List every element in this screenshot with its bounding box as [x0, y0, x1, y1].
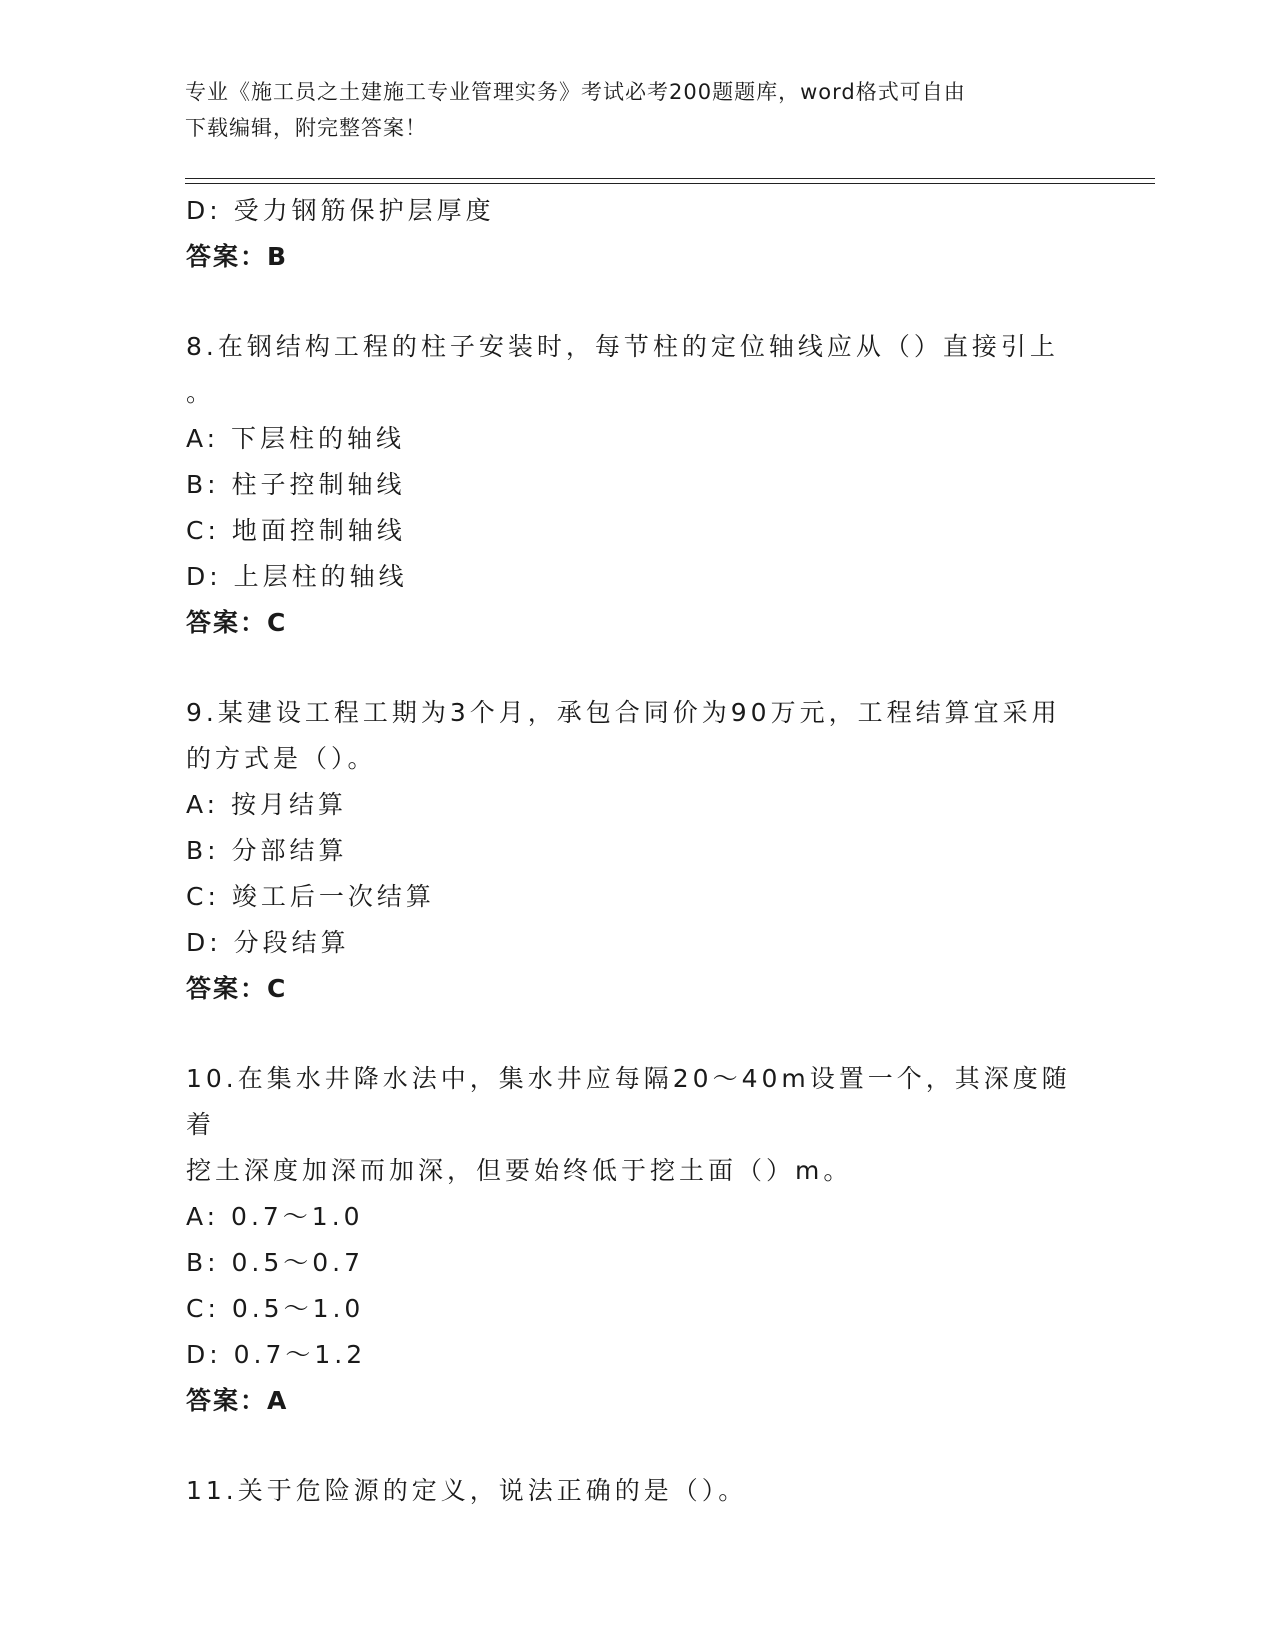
answer: 答案：C — [186, 974, 288, 1003]
option-c: C: 地面控制轴线 — [186, 516, 406, 545]
answer: 答案：B — [186, 242, 289, 271]
question-text-line-2: 的方式是（）。 — [186, 744, 377, 773]
question-text — [186, 690, 1086, 782]
header-divider-bottom — [185, 183, 1155, 184]
option-d: D: 分段结算 — [186, 928, 350, 957]
answer: 答案：A — [186, 1386, 289, 1415]
question-text-line-1: 11.关于危险源的定义，说法正确的是（）。 — [186, 1476, 748, 1505]
question-9 — [186, 690, 1086, 1012]
option-c: C: 0.5～1.0 — [186, 1294, 365, 1323]
option-a: A: 下层柱的轴线 — [186, 424, 406, 453]
question-text-line-1: 10.在集水井降水法中，集水井应每隔20～40m设置一个，其深度随着 — [186, 1064, 1071, 1139]
option-a: A: 按月结算 — [186, 790, 348, 819]
option-b: B: 柱子控制轴线 — [186, 470, 406, 499]
question-text-line-1: 9.某建设工程工期为3个月，承包合同价为90万元，工程结算宜采用 — [186, 698, 1061, 727]
option-d: D: 上层柱的轴线 — [186, 562, 408, 591]
question-text — [186, 1056, 1086, 1194]
question-11 — [186, 1468, 1086, 1514]
document-header — [185, 74, 1085, 146]
option-d: D: 受力钢筋保护层厚度 — [186, 196, 495, 225]
question-text — [186, 324, 1086, 416]
header-divider-top — [185, 178, 1155, 179]
question-text — [186, 1468, 1086, 1514]
option-b: B: 分部结算 — [186, 836, 348, 865]
question-10 — [186, 1056, 1086, 1424]
question-text-line-2: 挖土深度加深而加深，但要始终低于挖土面（）m。 — [186, 1156, 853, 1185]
question-8 — [186, 324, 1086, 646]
option-c: C: 竣工后一次结算 — [186, 882, 435, 911]
question-text-line-2: 。 — [186, 378, 216, 407]
option-d: D: 0.7～1.2 — [186, 1340, 367, 1369]
question-text-line-1: 8.在钢结构工程的柱子安装时，每节柱的定位轴线应从（）直接引上 — [186, 332, 1059, 361]
question-list — [186, 188, 1086, 1514]
header-line-2: 下载编辑，附完整答案！ — [185, 116, 427, 140]
option-b: B: 0.5～0.7 — [186, 1248, 365, 1277]
answer: 答案：C — [186, 608, 288, 637]
header-line-1: 专业《施工员之土建施工专业管理实务》考试必考200题题库，word格式可自由 — [185, 80, 966, 104]
previous-question-tail — [186, 188, 1086, 280]
option-a: A: 0.7～1.0 — [186, 1202, 364, 1231]
